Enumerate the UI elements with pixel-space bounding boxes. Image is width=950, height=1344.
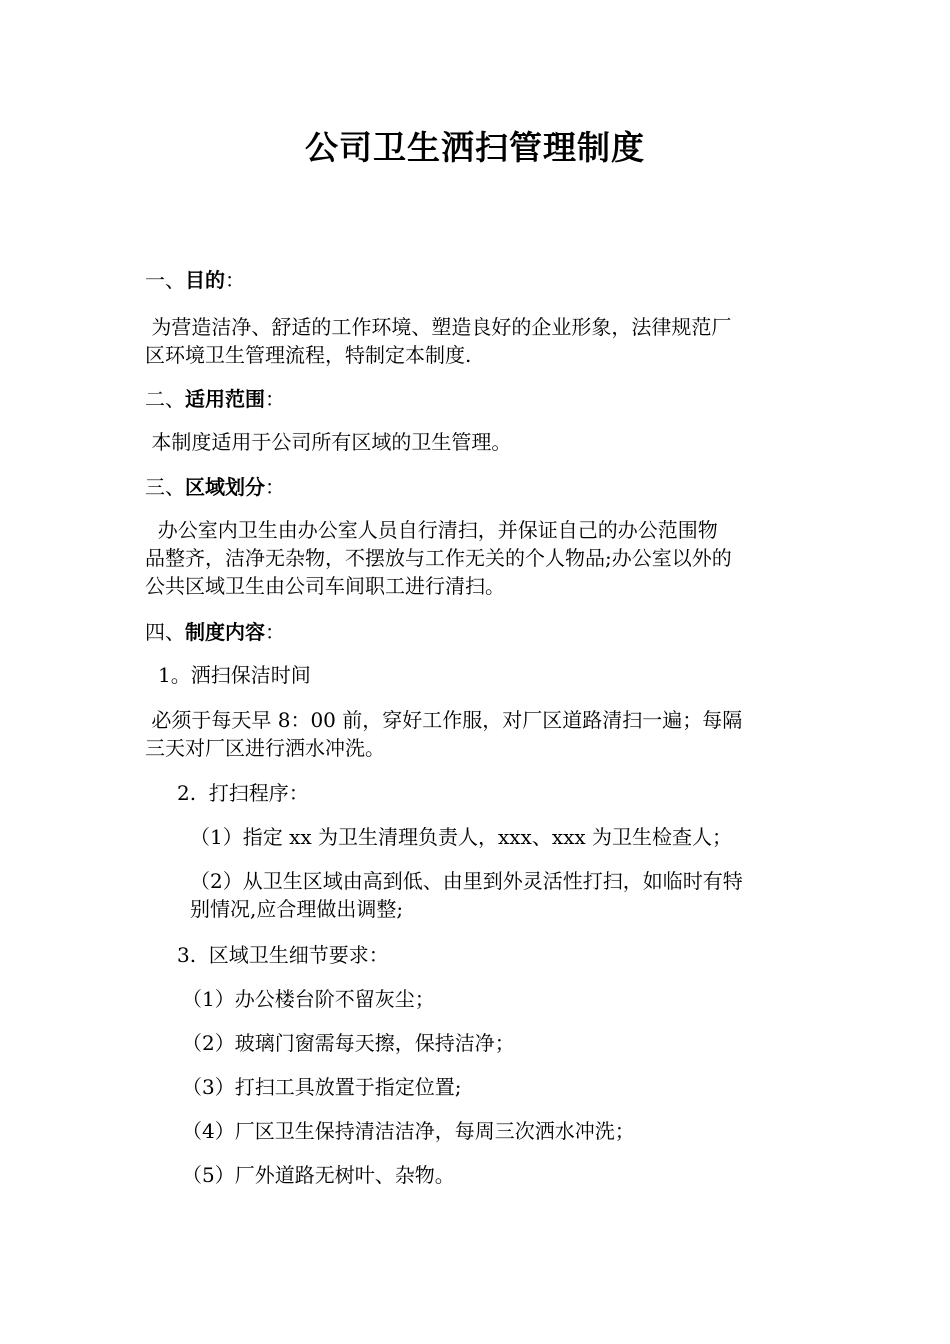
paragraph-line: （2）从卫生区域由高到低、由里到外灵活性打扫，如临时有特: [190, 869, 743, 893]
item-2-sub-1: （1）指定 xx 为卫生清理负责人，xxx、xxx 为卫生检查人；: [190, 825, 733, 849]
section-heading-colon: ：: [265, 620, 285, 644]
section-heading-colon: ：: [225, 268, 245, 292]
section-heading-content: [145, 618, 810, 646]
paragraph-line: 品整齐，洁净无杂物，不摆放与工作无关的个人物品;办公室以外的: [145, 546, 732, 570]
section-heading-scope: [145, 385, 810, 413]
item-2-sub-2: [190, 867, 810, 923]
section-heading-text: 区域划分: [185, 475, 265, 499]
item-3-sub-1: （1）办公楼台阶不留灰尘；: [182, 987, 435, 1011]
item-3-sub-5: （5）厂外道路无树叶、杂物。: [182, 1163, 455, 1187]
paragraph-line: 别情况,应合理做出调整;: [190, 897, 404, 921]
purpose-paragraph: [145, 313, 810, 369]
paragraph-line: 为营造洁净、舒适的工作环境、塑造良好的企业形象，法律规范厂: [145, 315, 732, 339]
section-heading-colon: ：: [265, 475, 285, 499]
paragraph-line: 办公室内卫生由办公室人员自行清扫，并保证自己的办公范围物: [145, 518, 718, 542]
item-3-title: 3. 区域卫生细节要求：: [177, 943, 389, 967]
section-heading-text: 制度内容: [185, 620, 265, 644]
paragraph-line: 必须于每天早 8：00 前，穿好工作服，对厂区道路清扫一遍；每隔: [145, 708, 743, 732]
paragraph-line: 区环境卫生管理流程，特制定本制度.: [145, 343, 472, 367]
section-heading-text: 适用范围: [185, 387, 265, 411]
section-heading-text: 目的: [185, 268, 225, 292]
paragraph-line: 三天对厂区进行洒水冲洗。: [145, 736, 385, 760]
paragraph-line: 公共区域卫生由公司车间职工进行清扫。: [145, 574, 505, 598]
section-number: 四、: [145, 620, 185, 644]
item-3-sub-4: （4）厂区卫生保持清洁洁净，每周三次洒水冲洗；: [182, 1119, 635, 1143]
item-3-sub-2: （2）玻璃门窗需每天擦，保持洁净；: [182, 1031, 515, 1055]
section-heading-areas: [145, 473, 810, 501]
item-3-sub-3: （3）打扫工具放置于指定位置;: [182, 1075, 462, 1099]
section-number: 三、: [145, 475, 185, 499]
item-2-title: 2. 打扫程序：: [177, 781, 309, 805]
section-heading-purpose: [145, 266, 810, 294]
section-number: 一、: [145, 268, 185, 292]
section-number: 二、: [145, 387, 185, 411]
item-1-paragraph: [145, 706, 810, 762]
document-title: 公司卫生洒扫管理制度: [305, 128, 645, 167]
scope-paragraph: 本制度适用于公司所有区域的卫生管理。: [145, 430, 512, 454]
section-heading-colon: ：: [265, 387, 285, 411]
areas-paragraph: [145, 516, 810, 600]
item-1-title: 1。洒扫保洁时间: [158, 663, 311, 687]
